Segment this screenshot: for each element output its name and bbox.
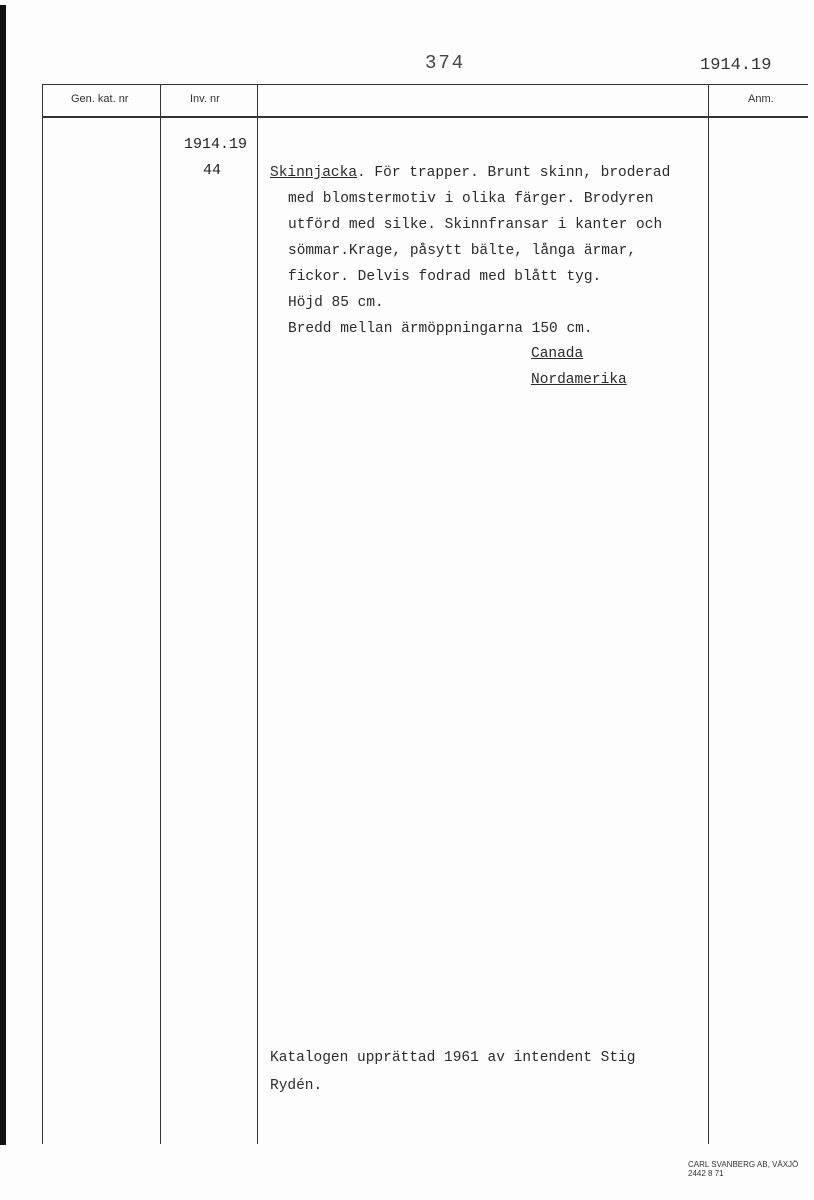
column-rule-gen xyxy=(160,84,161,1144)
description-line: med blomstermotiv i olika färger. Brodyren xyxy=(288,191,654,207)
description-line: sömmar.Krage, påsytt bälte, långa ärmar, xyxy=(288,243,637,259)
column-rule-inv xyxy=(257,84,258,1144)
collection-number: 1914.19 xyxy=(184,136,248,153)
printer-mark: CARL SVANBERG AB, VÄXJÖ 2442 8 71 xyxy=(688,1160,799,1178)
column-rule-left xyxy=(42,84,43,1144)
catalog-note xyxy=(270,1044,635,1100)
catalog-note-line: Katalogen upprättad 1961 av intendent Stig xyxy=(270,1050,636,1066)
column-header-anm: Anm. xyxy=(748,93,774,105)
place-region: Nordamerika xyxy=(531,372,627,388)
binding-edge xyxy=(0,5,6,1145)
page-number: 374 xyxy=(425,52,466,74)
column-header-inv: Inv. nr xyxy=(190,93,220,105)
inventory-number: 44 xyxy=(203,162,222,179)
column-rule-desc xyxy=(708,84,709,1144)
catalog-number-header: 1914.19 xyxy=(700,56,772,75)
entry-description xyxy=(270,160,670,342)
description-line: utförd med silke. Skinnfransar i kanter och xyxy=(288,217,663,233)
description-line: fickor. Delvis fodrad med blått tyg. xyxy=(288,269,602,285)
description-line: . För trapper. Brunt skinn, broderad xyxy=(357,165,671,181)
description-line: Höjd 85 cm. xyxy=(288,295,384,311)
entry-title: Skinnjacka xyxy=(270,165,358,181)
table-top-rule xyxy=(42,84,808,85)
place-country: Canada xyxy=(531,346,584,362)
column-header-gen-kat: Gen. kat. nr xyxy=(71,93,129,105)
catalog-note-line: Rydén. xyxy=(270,1078,323,1094)
description-line: Bredd mellan ärmöppningarna 150 cm. xyxy=(288,321,593,337)
table-header-rule xyxy=(42,116,808,118)
